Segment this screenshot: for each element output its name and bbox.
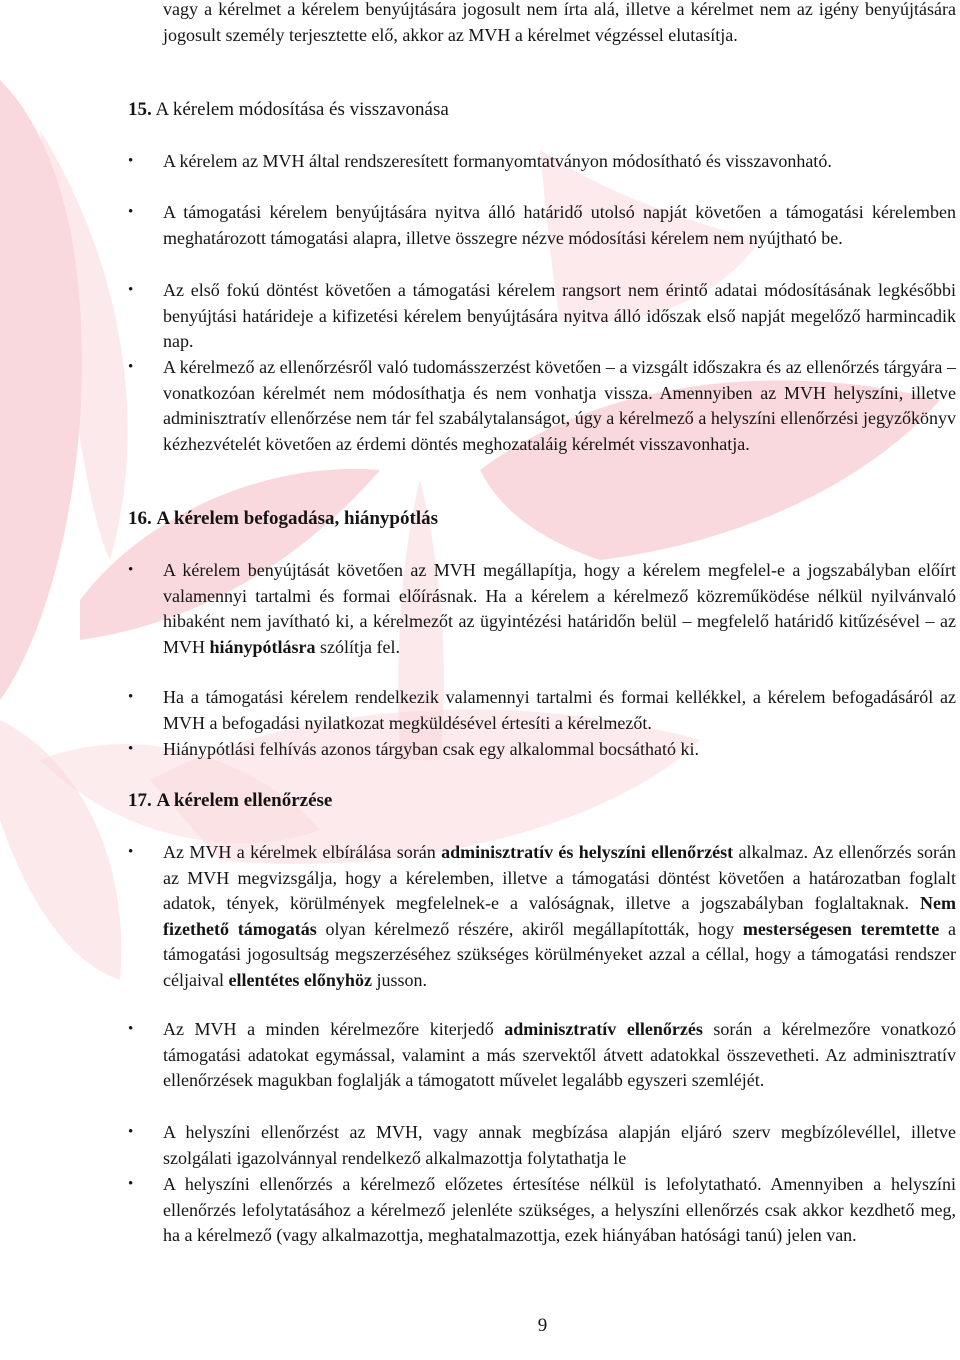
list-item: A támogatási kérelem benyújtására nyitva álló határidő utolsó napját követően a támogatási kérelemben meghatározott támogatási alapra, illetve összegre nézve módosítási kérelem nem nyújtható be. [163,202,956,248]
section-title: A kérelem ellenőrzése [156,790,333,811]
section-15-heading [128,97,449,123]
list-item: Az MVH a minden kérelmezőre kiterjedő adminisztratív ellenőrzés során a kérelmezőre vonatkozó támogatási adatokat egymással, valamint a más szervektől átvett adatokkal összevetheti. Az adminisztratív ellenőrzések magukban foglalják a támogatott művelet legalább egyszeri szemléjét. [163,1019,956,1090]
section-title: A kérelem módosítása és visszavonása [155,99,449,120]
bullet-icon: • [128,1176,134,1192]
section-title: A kérelem befogadása, hiánypótlás [156,508,439,529]
list-item: A kérelem benyújtását követően az MVH megállapítja, hogy a kérelem megfelel-e a jogszabályban előírt valamennyi tartalmi és formai előírásnak. Ha a kérelem a kérelmező közreműködése nélkül nyilvánvaló hibaként nem javítható ki, a kérelmezőt az ügyintézési határidőn belül – megfelelő határidő kitűzésével – az MVH hiánypótlásra szólítja fel. [163,560,956,657]
section-number: 16. [128,508,152,529]
list-item: A helyszíni ellenőrzést az MVH, vagy annak megbízása alapján eljáró szerv megbízólevéllel, illetve szolgálati igazolvánnyal rendelkező alkalmazottja folytathatja le [163,1122,956,1168]
section-17-heading [128,788,332,814]
bullet-icon: • [128,204,134,220]
list-item: Az első fokú döntést követően a támogatási kérelem rangsort nem érintő adatai módosításának legkésőbbi benyújtási határideje a kifizetési kérelem benyújtására nyitva álló időszak első napját megelőző harmincadik nap. [163,280,956,351]
list-item: Az MVH a kérelmek elbírálása során adminisztratív és helyszíni ellenőrzést alkalmaz. Az ellenőrzés során az MVH megvizsgálja, hogy a kérelemben, illetve a támogatási döntést követően a határozatban foglalt adatok, tények, körülmények megfelelnek-e a valóságnak, illetve a jogszabályban foglaltaknak. Nem fizethető támogatás olyan kérelmező részére, akiről megállapították, hogy mesterségesen teremtette a támogatási jogosultság megszerzéséhez szükséges körülményeket azzal a céllal, hogy a támogatási rendszer céljaival ellentétes előnyhöz jusson. [163,842,956,990]
bullet-icon: • [128,741,134,757]
bullet-icon: • [128,359,134,375]
bullet-icon: • [128,282,134,298]
list-item: A kérelem az MVH által rendszeresített formanyomtatványon módosítható és visszavonható. [163,151,832,171]
page-number: 9 [537,1315,548,1336]
list-item: A kérelmező az ellenőrzésről való tudomásszerzést követően – a vizsgált időszakra és az ellenőrzés tárgyára – vonatkozóan kérelmét nem módosíthatja és nem vonhatja vissza. Amennyiben az MVH helyszíni, illetve adminisztratív ellenőrzése nem tár fel szabálytalanságot, úgy a kérelmező a helyszíni ellenőrzési jegyzőkönyv kézhezvételét követően az érdemi döntés meghozataláig kérelmét visszavonhatja. [163,357,956,454]
intro-paragraph: vagy a kérelmet a kérelem benyújtására jogosult nem írta alá, illetve a kérelmet nem az igény benyújtására jogosult személy terjesztette elő, akkor az MVH a kérelmet végzéssel elutasítja. [163,0,956,45]
bullet-icon: • [128,153,134,169]
list-item: Hiánypótlási felhívás azonos tárgyban csak egy alkalommal bocsátható ki. [163,739,700,759]
list-item: A helyszíni ellenőrzés a kérelmező előzetes értesítése nélkül is lefolytatható. Amennyiben a helyszíni ellenőrzés lefolytatásához a kérelmező jelenléte szükséges, a helyszíni ellenőrzés csak akkor kezdhető meg, ha a kérelmező (vagy alkalmazottja, meghatalmazottja, ezek hiányában hatósági tanú) jelen van. [163,1174,956,1245]
bullet-icon: • [128,844,134,860]
bullet-icon: • [128,1124,134,1140]
bullet-icon: • [128,689,134,705]
list-item: Ha a támogatási kérelem rendelkezik valamennyi tartalmi és formai kellékkel, a kérelem befogadásáról az MVH a befogadási nyilatkozat megküldésével értesíti a kérelmezőt. [163,687,956,733]
section-number: 17. [128,790,152,811]
bullet-icon: • [128,562,134,578]
section-16-heading [128,506,438,532]
section-number: 15. [128,99,152,120]
bullet-icon: • [128,1021,134,1037]
